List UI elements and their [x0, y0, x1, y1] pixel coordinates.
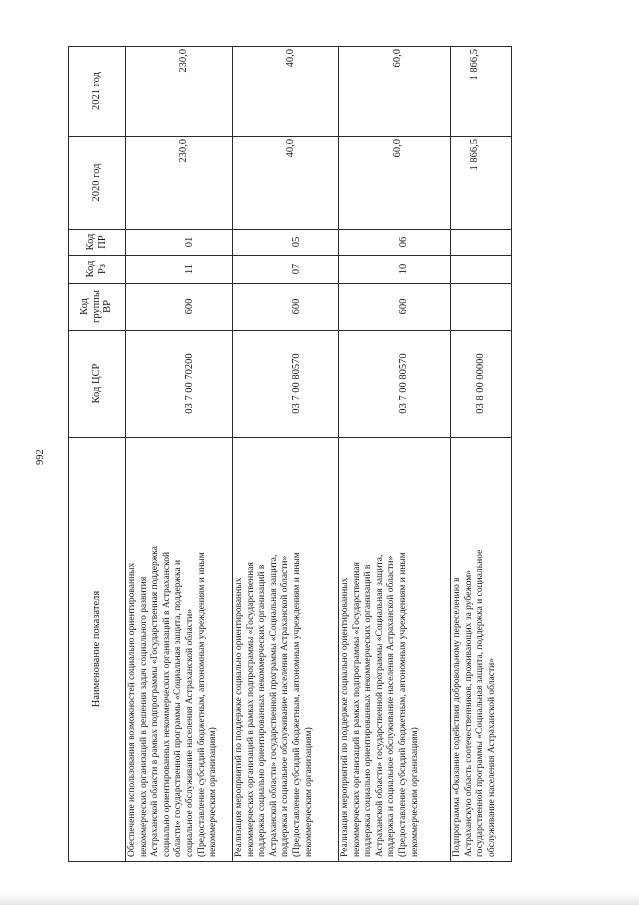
- row-1-2020: 230,0: [178, 139, 189, 163]
- header-2021: 2021 год: [90, 72, 102, 110]
- row-3-pr: 06: [397, 236, 409, 248]
- header-pr: Код ПР: [85, 233, 108, 251]
- row-4-csr: 03 8 00 00000: [474, 353, 486, 414]
- row-4-2021: 1 866,5: [469, 49, 480, 81]
- header-csr: Код ЦСР: [90, 363, 102, 404]
- row-1-rz: 11: [183, 263, 195, 275]
- row-2-2020: 40,0: [285, 139, 296, 158]
- row-1-name: Обеспечение использования возможностей социально ориентированных некоммерческих организаций в решении задач социального развития Астраханской области в рамках подпрограммы «Государственная поддержка социально ориентированных некоммерческих организаций в Астраханской области» государственной программы «Социальная защита, поддержка и социальное обслуживание населения Астраханской области» (Предоставление субсидий бюджетным, автономным учреждениям и иным некоммерческим организациям): [127, 546, 219, 857]
- row-4-name: Подпрограмма «Оказание содействия добровольному переселению в Астраханскую область соотечественников, проживающих за рубежом» государственной программы «Социальная защита, поддержка и социальное обслуживание населения Астраханской области»: [452, 549, 497, 857]
- row-3-2021: 60,0: [392, 49, 403, 68]
- row-1-vr: 600: [183, 298, 195, 315]
- row-3-rz: 10: [397, 263, 409, 275]
- row-2-csr: 03 7 00 80570: [290, 353, 302, 414]
- row-3-vr: 600: [397, 298, 409, 315]
- row-2-vr: 600: [290, 298, 302, 315]
- row-3-csr: 03 7 00 80570: [397, 353, 409, 414]
- row-1-pr: 01: [183, 236, 195, 248]
- row-2-2021: 40,0: [285, 49, 296, 68]
- page-number: 992: [35, 449, 46, 465]
- row-3-name: Реализация мероприятий по поддержке социально ориентированных некоммерческих организаций в рамках подпрограммы «Государственная поддержка социально ориентированных некоммерческих организаций в Астраханской области» государственной программы «Социальная защита, поддержка и социальное обслуживание населения Астраханской области» (Предоставление субсидий бюджетным, автономным учреждениям и иным некоммерческим организациям): [340, 552, 420, 857]
- row-4-2020: 1 866,5: [469, 139, 480, 171]
- header-name: Наименование показателя: [90, 590, 102, 708]
- header-vr: Код группы ВР: [79, 290, 114, 323]
- row-2-rz: 07: [290, 263, 302, 275]
- row-2-pr: 05: [290, 236, 302, 248]
- row-4-rz: [469, 255, 491, 283]
- row-1-csr: 03 7 00 70200: [183, 353, 195, 414]
- header-2020: 2020 год: [90, 163, 102, 202]
- table-border-bottom: [68, 861, 511, 862]
- row-2-name: Реализация мероприятий по поддержке социально ориентированных некоммерческих организаций в рамках подпрограммы «Государственная поддержка социально ориентированных некоммерческих организаций в Астраханской области» государственной программы «Социальная защита, поддержка и социальное обслуживание населения Астраханской области» (Предоставление субсидий бюджетным, автономным учреждениям и иным некоммерческим организациям): [234, 552, 314, 857]
- row-1-2021: 230,0: [178, 49, 189, 73]
- row-3-2020: 60,0: [392, 139, 403, 158]
- header-rz: Код Рз: [85, 260, 108, 278]
- page-bottom-shadow: [0, 893, 639, 905]
- table-border-right: [511, 46, 512, 862]
- row-4-pr: [469, 229, 491, 255]
- row-4-vr: [469, 283, 491, 330]
